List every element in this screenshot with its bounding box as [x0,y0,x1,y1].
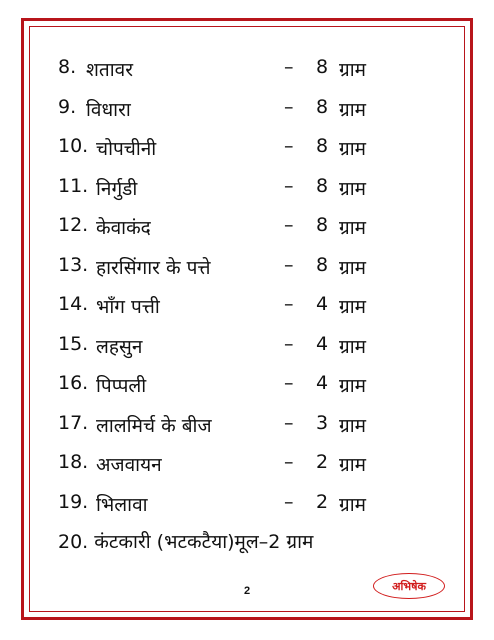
dash-separator: – [284,214,294,236]
item-name: विधारा [86,98,131,121]
item-number: 16. [58,372,89,394]
list-item [58,214,388,244]
list-item [58,491,388,521]
item-name: भिलावा [96,493,148,516]
item-name: लालमिर्च के बीज [96,414,212,437]
item-quantity: 2 [316,490,329,513]
item-number: 19. [58,490,89,513]
item-number: 13. [58,253,89,276]
item-unit: ग्राम [339,454,366,476]
item-unit: ग्राम [339,256,366,279]
item-name: लहसुन [96,335,143,358]
item-quantity: 8 [316,135,329,157]
item-unit: ग्राम [339,414,366,437]
dash-separator: – [284,135,294,157]
item-quantity: 8 [316,56,329,78]
item-name: अजवायन [96,454,162,476]
item-quantity: 2 [316,451,329,473]
item-number: 8. [58,56,77,78]
list-item [58,56,388,86]
list-item [58,96,388,126]
item-name: हारसिंगार के पत्ते [96,256,211,279]
list-item [58,451,388,481]
item-number: 12. [58,214,89,236]
item-quantity: 8 [316,95,329,118]
item-quantity: 3 [316,411,329,434]
dash-separator: – [284,253,294,276]
dash-separator: – [284,174,294,197]
list-item [58,135,388,165]
item-number: 14. [58,293,89,315]
dash-separator: – [284,490,294,513]
item-quantity: 8 [316,253,329,276]
item-name: केवाकंद [96,217,151,239]
list-item-last [58,528,313,554]
dash-separator: – [284,372,294,394]
item-unit: ग्राम [339,59,366,81]
dash-separator: – [284,56,294,78]
item-number: 18. [58,451,89,473]
list-item [58,372,388,402]
item-name: चोपचीनी [96,138,157,160]
item-unit: ग्राम [339,217,366,239]
item-quantity: 8 [316,214,329,236]
item-number: 11. [58,174,89,197]
item-quantity: 4 [316,332,329,355]
dash-separator: – [284,451,294,473]
item-unit: ग्राम [339,493,366,516]
item-number: 17. [58,411,89,434]
list-item [58,293,388,323]
item-text: कंटकारी (भटकटैया)मूल–2 ग्राम [94,531,314,553]
item-quantity: 4 [316,293,329,315]
item-unit: ग्राम [339,177,366,200]
dash-separator: – [284,95,294,118]
item-unit: ग्राम [339,98,366,121]
item-number: 20. [58,531,89,553]
item-unit: ग्राम [339,138,366,160]
item-number: 15. [58,332,89,355]
item-unit: ग्राम [339,375,366,397]
list-item [58,412,388,442]
item-unit: ग्राम [339,335,366,358]
item-unit: ग्राम [339,296,366,318]
list-item [58,333,388,363]
dash-separator: – [284,411,294,434]
item-name: भाँग पत्ती [96,296,160,318]
item-quantity: 8 [316,174,329,197]
dash-separator: – [284,293,294,315]
list-item [58,254,388,284]
item-number: 10. [58,135,89,157]
item-name: पिप्पली [96,375,147,397]
item-quantity: 4 [316,372,329,394]
item-name: शतावर [86,59,134,81]
page-number: 2 [243,585,251,597]
item-name: निर्गुडी [96,177,138,200]
item-number: 9. [58,95,77,118]
list-item [58,175,388,205]
signature-stamp: अभिषेक [373,573,445,599]
dash-separator: – [284,332,294,355]
